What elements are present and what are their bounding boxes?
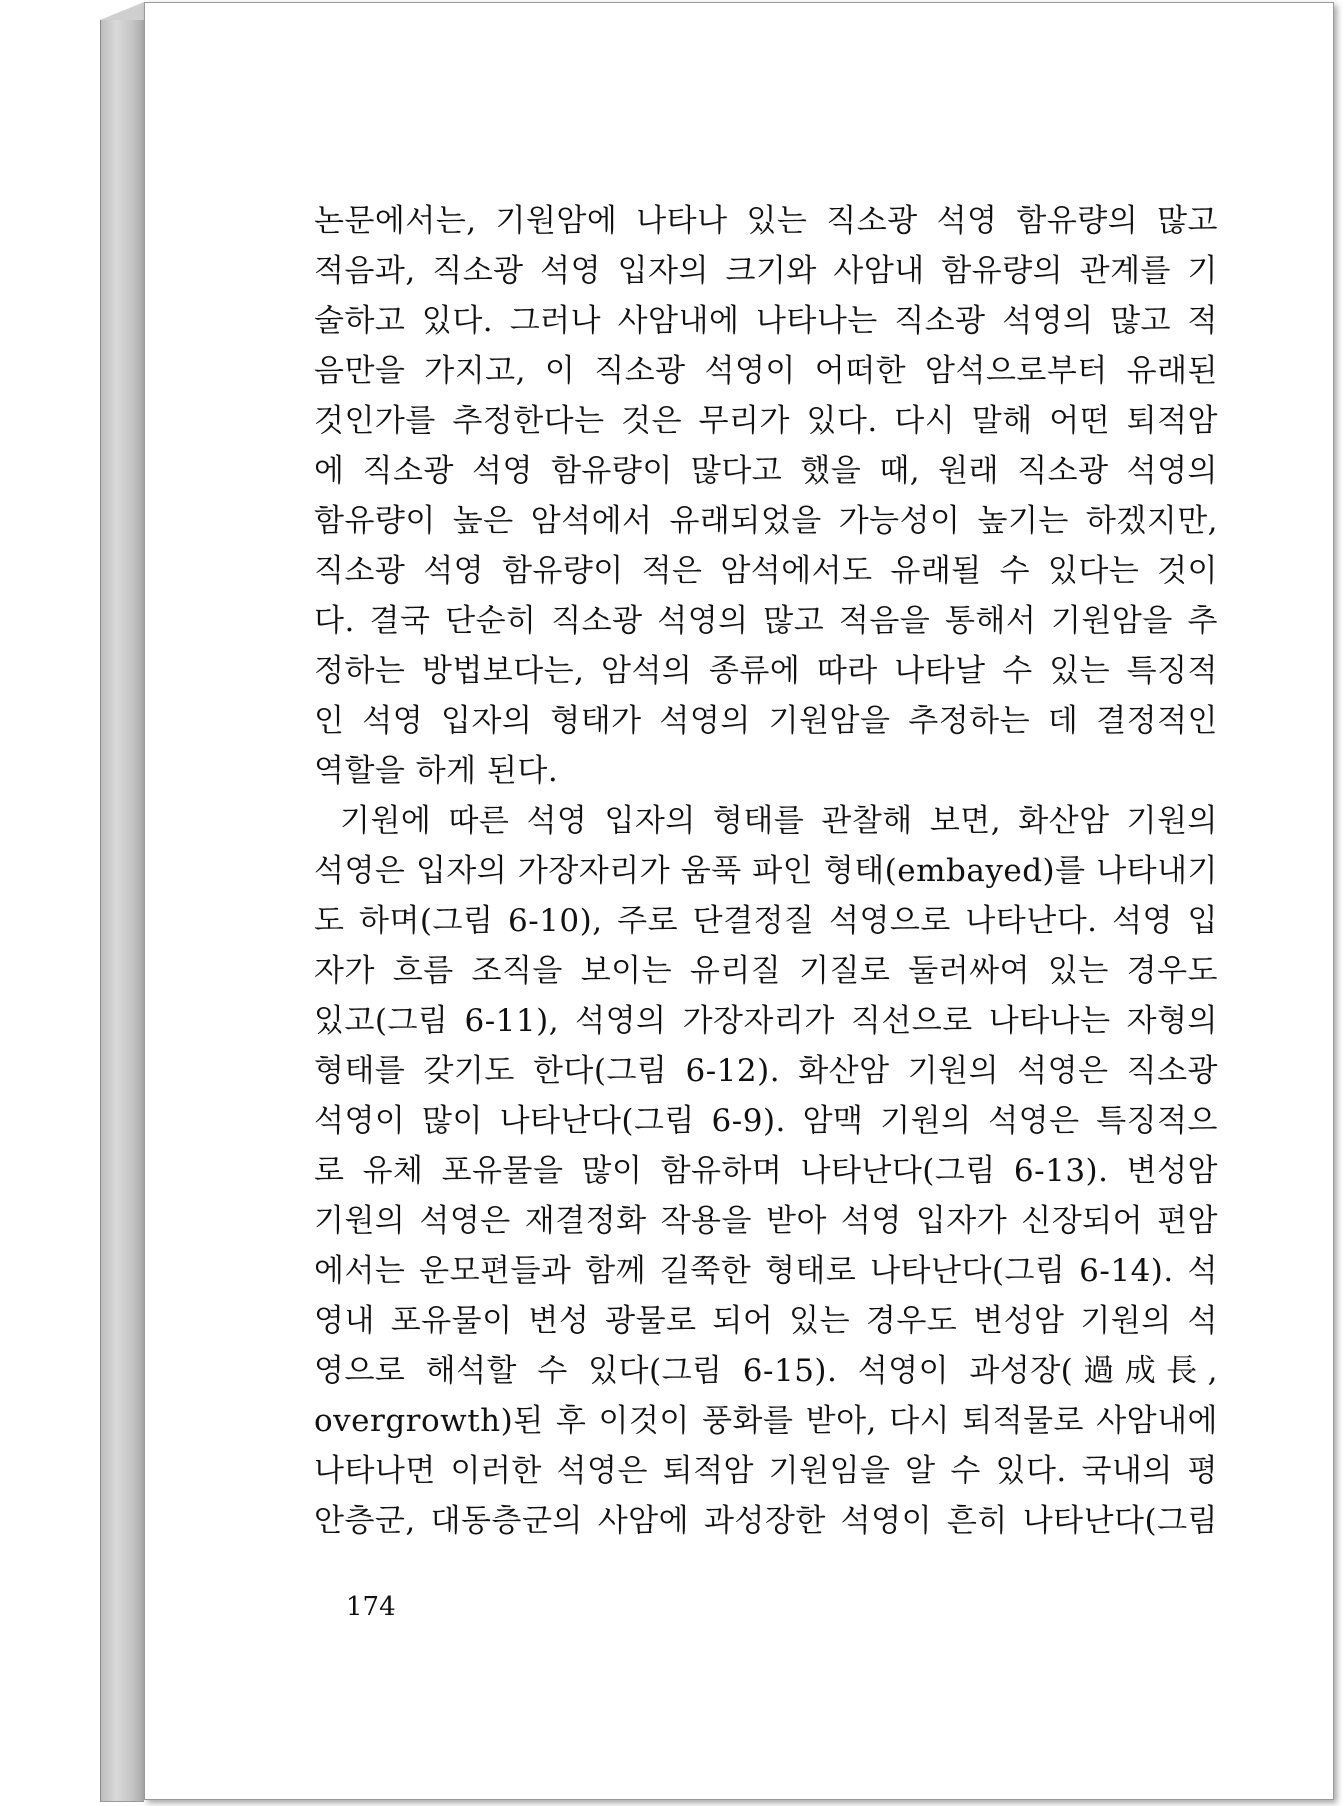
text-line: 역할을 하게 된다. bbox=[314, 753, 559, 789]
text-line: 있고(그림 6-11), 석영의 가장자리가 직선으로 나타나는 자형의 bbox=[314, 1003, 1218, 1039]
text-line: 함유량이 높은 암석에서 유래되었을 가능성이 높기는 하겠지만, bbox=[314, 503, 1218, 539]
text-line: 도 하며(그림 6-10), 주로 단결정질 석영으로 나타난다. 석영 입 bbox=[314, 903, 1218, 939]
text-line: 다. 결국 단순히 직소광 석영의 많고 적음을 통해서 기원암을 추 bbox=[314, 603, 1218, 639]
text-line: 영내 포유물이 변성 광물로 되어 있는 경우도 변성암 기원의 석 bbox=[314, 1303, 1218, 1339]
text-line: 영으로 해석할 수 있다(그림 6-15). 석영이 과성장(過成長, bbox=[314, 1353, 1218, 1389]
book-spine-top bbox=[100, 2, 144, 20]
text-line: 석영이 많이 나타난다(그림 6-9). 암맥 기원의 석영은 특징적으 bbox=[314, 1103, 1218, 1139]
text-line: 석영은 입자의 가장자리가 움푹 파인 형태(embayed)를 나타내기 bbox=[314, 853, 1218, 889]
text-line: 적음과, 직소광 석영 입자의 크기와 사암내 함유량의 관계를 기 bbox=[314, 253, 1218, 289]
text-line: 정하는 방법보다는, 암석의 종류에 따라 나타날 수 있는 특징적 bbox=[314, 653, 1218, 689]
text-line: 기원에 따른 석영 입자의 형태를 관찰해 보면, 화산암 기원의 bbox=[340, 803, 1218, 839]
text-line: 술하고 있다. 그러나 사암내에 나타나는 직소광 석영의 많고 적 bbox=[314, 303, 1218, 339]
text-line: 안층군, 대동층군의 사암에 과성장한 석영이 흔히 나타난다(그림 bbox=[314, 1503, 1218, 1539]
text-line: 기원의 석영은 재결정화 작용을 받아 석영 입자가 신장되어 편암 bbox=[314, 1203, 1218, 1239]
book-spine bbox=[100, 20, 144, 1802]
text-line: 음만을 가지고, 이 직소광 석영이 어떠한 암석으로부터 유래된 bbox=[314, 353, 1218, 389]
text-line: 것인가를 추정한다는 것은 무리가 있다. 다시 말해 어떤 퇴적암 bbox=[314, 403, 1218, 439]
page-number: 174 bbox=[346, 1592, 396, 1622]
paragraph-2 bbox=[314, 796, 1218, 1546]
text-line: 에 직소광 석영 함유량이 많다고 했을 때, 원래 직소광 석영의 bbox=[314, 453, 1218, 489]
text-line: 나타나면 이러한 석영은 퇴적암 기원임을 알 수 있다. 국내의 평 bbox=[314, 1453, 1218, 1489]
text-line: 자가 흐름 조직을 보이는 유리질 기질로 둘러싸여 있는 경우도 bbox=[314, 953, 1218, 989]
text-line: 에서는 운모편들과 함께 길쭉한 형태로 나타난다(그림 6-14). 석 bbox=[314, 1253, 1218, 1289]
text-line: overgrowth)된 후 이것이 풍화를 받아, 다시 퇴적물로 사암내에 bbox=[314, 1403, 1218, 1439]
body-text bbox=[314, 196, 1218, 1546]
text-line: 직소광 석영 함유량이 적은 암석에서도 유래될 수 있다는 것이 bbox=[314, 553, 1218, 589]
text-line: 로 유체 포유물을 많이 함유하며 나타난다(그림 6-13). 변성암 bbox=[314, 1153, 1218, 1189]
text-line: 형태를 갖기도 한다(그림 6-12). 화산암 기원의 석영은 직소광 bbox=[314, 1053, 1218, 1089]
paragraph-1 bbox=[314, 196, 1218, 796]
text-line: 논문에서는, 기원암에 나타나 있는 직소광 석영 함유량의 많고 bbox=[314, 203, 1218, 239]
text-line: 인 석영 입자의 형태가 석영의 기원암을 추정하는 데 결정적인 bbox=[314, 703, 1218, 739]
